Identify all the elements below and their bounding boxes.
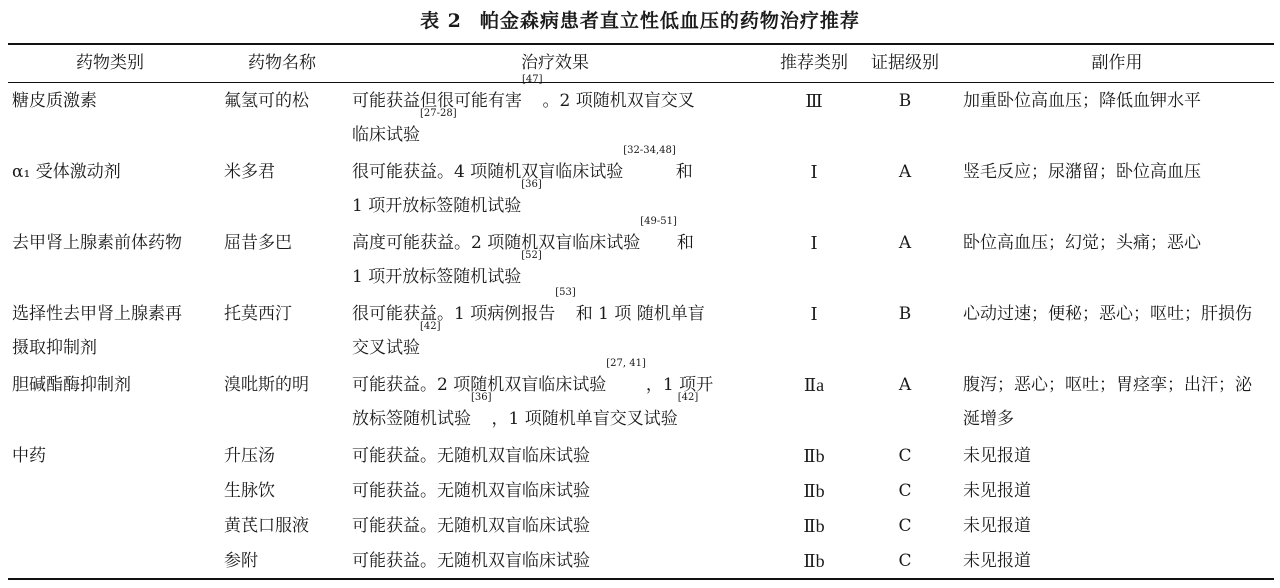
cell-drug: 氟氢可的松 <box>224 91 309 111</box>
cell-side-effects: 加重卧位高血压；降低血钾水平 <box>963 91 1201 111</box>
cell-effect <box>352 74 762 118</box>
cell-effect <box>352 179 762 223</box>
cell-side-effects: 竖毛反应；尿潴留；卧位高血压 <box>963 162 1201 182</box>
effect-text: ，1 项随机单盲交叉试验 <box>491 409 678 429</box>
cell-recommendation: Ⅱa <box>803 375 825 395</box>
cell-category: 胆碱酯酶抑制剂 <box>12 375 131 395</box>
cell-effect <box>352 439 762 473</box>
bottom-rule <box>8 578 1274 580</box>
header-effect: 治疗效果 <box>521 53 589 73</box>
cell-evidence: A <box>898 375 912 395</box>
effect-text: 高度可能获益。2 项随机双盲临床试验 <box>352 233 641 253</box>
cell-effect <box>352 287 762 331</box>
cell-category: 糖皮质激素 <box>12 91 97 111</box>
cell-evidence: A <box>898 233 912 253</box>
effect-text: 1 项开放标签随机试验 <box>352 196 522 216</box>
cell-category: 选择性去甲肾上腺素再 <box>12 304 182 324</box>
cell-evidence: B <box>898 91 912 111</box>
cell-effect <box>352 216 762 260</box>
header-rule <box>8 82 1274 83</box>
top-rule <box>8 43 1274 45</box>
cell-side-effects: 卧位高血压；幻觉；头痛；恶心 <box>963 233 1201 253</box>
effect-text: 和 1 项 随机单盲 <box>575 304 705 324</box>
table-title: 帕金森病患者直立性低血压的药物治疗推荐 <box>479 10 860 32</box>
cell-drug: 参附 <box>224 551 258 571</box>
cell-effect <box>352 358 762 402</box>
citation-ref: [52] <box>521 250 542 261</box>
cell-category: α₁ 受体激动剂 <box>12 162 121 182</box>
citation-ref: [36] <box>471 392 492 403</box>
effect-text: 放标签随机试验 <box>352 409 471 429</box>
cell-drug: 升压汤 <box>224 446 275 466</box>
cell-evidence: C <box>898 446 912 466</box>
effect-text: 临床试验 <box>352 125 420 145</box>
table-caption <box>0 6 1280 33</box>
header-evidence: 证据级别 <box>871 53 939 73</box>
cell-side-effects: 涎增多 <box>963 409 1014 429</box>
effect-text: 很可能获益。1 项病例报告 <box>352 304 556 324</box>
citation-ref: [53] <box>555 287 576 298</box>
cell-recommendation: Ⅰ <box>810 162 818 182</box>
cell-recommendation: Ⅲ <box>805 91 823 111</box>
cell-evidence: B <box>898 304 912 324</box>
effect-text: 很可能获益。4 项随机双盲临床试验 <box>352 162 624 182</box>
effect-text: 可能获益。无随机双盲临床试验 <box>352 516 590 536</box>
cell-side-effects: 未见报道 <box>963 446 1031 466</box>
cell-recommendation: Ⅱb <box>803 516 825 536</box>
header-recommendation: 推荐类别 <box>780 53 848 73</box>
cell-side-effects: 未见报道 <box>963 516 1031 536</box>
cell-side-effects: 未见报道 <box>963 551 1031 571</box>
effect-text: 和 <box>676 233 694 253</box>
effect-text: 交叉试验 <box>352 338 420 358</box>
citation-ref: [49-51] <box>640 216 677 227</box>
cell-effect <box>352 544 762 578</box>
cell-recommendation: Ⅱb <box>803 446 825 466</box>
citation-ref: [27-28] <box>420 108 457 119</box>
citation-ref: [32-34,48] <box>623 145 676 156</box>
citation-ref: [36] <box>521 179 542 190</box>
effect-text: 可能获益但很可能有害 <box>352 91 522 111</box>
cell-side-effects: 腹泻；恶心；呕吐；胃痉挛；出汗；泌 <box>963 375 1252 395</box>
table-label: 表 2 <box>420 10 462 32</box>
cell-evidence: C <box>898 481 912 501</box>
citation-ref: [42] <box>420 321 441 332</box>
header-drug: 药物名称 <box>248 53 316 73</box>
effect-text: 可能获益。无随机双盲临床试验 <box>352 481 590 501</box>
effect-text: 。2 项随机双盲交叉 <box>542 91 695 111</box>
citation-ref: [27, 41] <box>606 358 646 369</box>
cell-recommendation: Ⅱb <box>803 551 825 571</box>
cell-category: 中药 <box>12 446 46 466</box>
cell-drug: 黄芪口服液 <box>224 516 309 536</box>
cell-side-effects: 未见报道 <box>963 481 1031 501</box>
citation-ref: [42] <box>677 392 699 403</box>
cell-side-effects: 心动过速；便秘；恶心；呕吐；肝损伤 <box>963 304 1252 324</box>
cell-drug: 生脉饮 <box>224 481 275 501</box>
cell-evidence: C <box>898 516 912 536</box>
header-category: 药物类别 <box>76 53 144 73</box>
cell-effect <box>352 108 762 152</box>
effect-text: ，1 项开 <box>645 375 714 395</box>
cell-drug: 屈昔多巴 <box>224 233 292 253</box>
effect-text: 可能获益。无随机双盲临床试验 <box>352 446 590 466</box>
cell-effect <box>352 392 762 436</box>
citation-ref: [47] <box>522 74 543 85</box>
cell-drug: 米多君 <box>224 162 275 182</box>
cell-effect <box>352 321 762 365</box>
cell-drug: 托莫西汀 <box>224 304 292 324</box>
cell-recommendation: Ⅱb <box>803 481 825 501</box>
cell-recommendation: Ⅰ <box>810 233 818 253</box>
cell-category: 去甲肾上腺素前体药物 <box>12 233 182 253</box>
cell-effect <box>352 145 762 189</box>
cell-effect <box>352 474 762 508</box>
cell-effect <box>352 509 762 543</box>
effect-text: 1 项开放标签随机试验 <box>352 267 522 287</box>
effect-text: 可能获益。无随机双盲临床试验 <box>352 551 590 571</box>
cell-recommendation: Ⅰ <box>810 304 818 324</box>
effect-text: 可能获益。2 项随机双盲临床试验 <box>352 375 607 395</box>
cell-category: 摄取抑制剂 <box>12 338 97 358</box>
cell-drug: 溴吡斯的明 <box>224 375 309 395</box>
effect-text: 和 <box>675 162 693 182</box>
header-side-effects: 副作用 <box>1091 53 1143 73</box>
cell-evidence: A <box>898 162 912 182</box>
cell-evidence: C <box>898 551 912 571</box>
